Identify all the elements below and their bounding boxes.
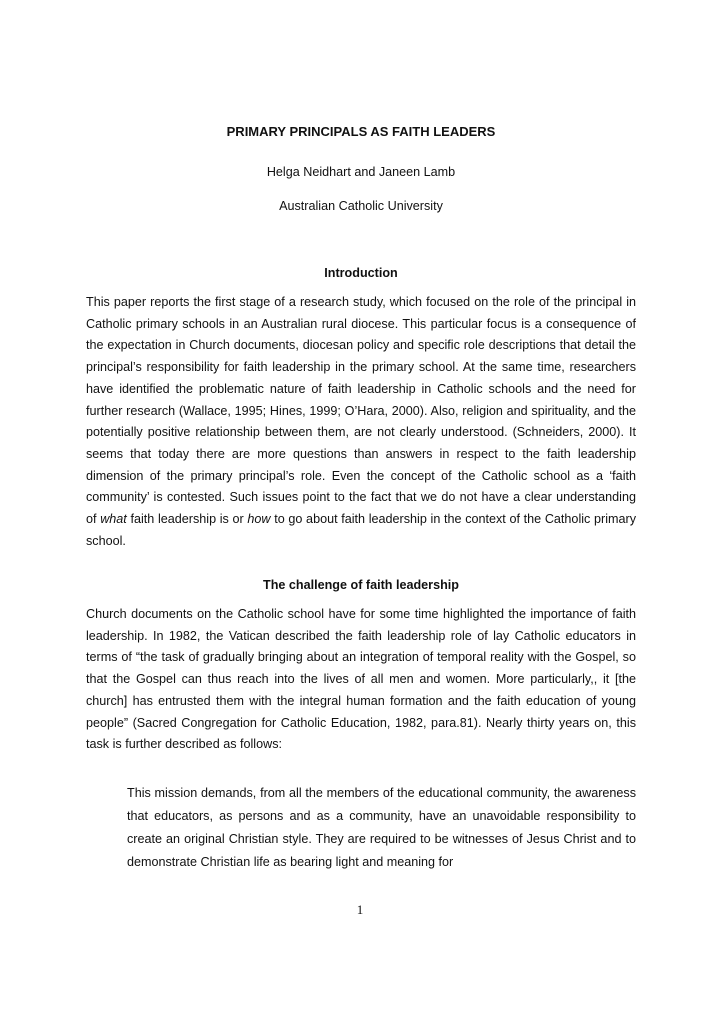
emphasis-how: how [247,512,271,527]
page-number: 1 [356,902,364,917]
introduction-text-part: to go about faith leadership in the context of the Catholic primary school. [86,512,636,548]
author-affiliation: Australian Catholic University [279,199,443,213]
section-heading-introduction: Introduction [324,266,398,280]
emphasis-what: what [100,512,127,527]
paper-title: PRIMARY PRINCIPALS AS FAITH LEADERS [226,124,496,139]
challenge-paragraph: Church documents on the Catholic school have for some time highlighted the importance of faith leadership. In 1982, the Vatican described the faith leadership role of lay Catholic educators in terms of “the task of gradually bringing about an integration of temporal reality with the Gospel, so that the Gospel can thus reach into the lives of all men and women. More particularly,, it [the church] has entrusted them with the integral human formation and the faith education of young people” (Sacred Congregation for Catholic Education, 1982, para.81). Nearly thirty years on, this task is further described as follows: [86,607,636,752]
introduction-paragraph [86,292,636,552]
introduction-text-part: faith leadership is or [126,512,248,527]
author-names: Helga Neidhart and Janeen Lamb [266,165,456,179]
introduction-text-part: This paper reports the first stage of a research study, which focused on the role of the principal in Catholic primary schools in an Australian rural diocese. This particular focus is a consequence of the expectation in Church documents, diocesan policy and specific role descriptions that detail the principal’s responsibility for faith leadership in the primary school. At the same time, researchers have identified the problematic nature of faith leadership in Catholic schools and the need for further research (Wallace, 1995; Hines, 1999; O’Hara, 2000). Also, religion and spirituality, and the potentially positive relationship between them, are not clearly understood. (Schneiders, 2000). It seems that today there are more questions than answers in respect to the faith leadership dimension of the primary principal’s role. Even the concept of the Catholic school as a ‘faith community’ is contested. Such issues point to the fact that we do not have a clear understanding of [86,295,636,527]
section-heading-challenge: The challenge of faith leadership [263,578,459,592]
block-quote: This mission demands, from all the members of the educational community, the awareness that educators, as persons and as a community, have an unavoidable responsibility to create an original Christian style. They are required to be witnesses of Jesus Christ and to demonstrate Christian life as bearing light and meaning for [127,786,636,869]
